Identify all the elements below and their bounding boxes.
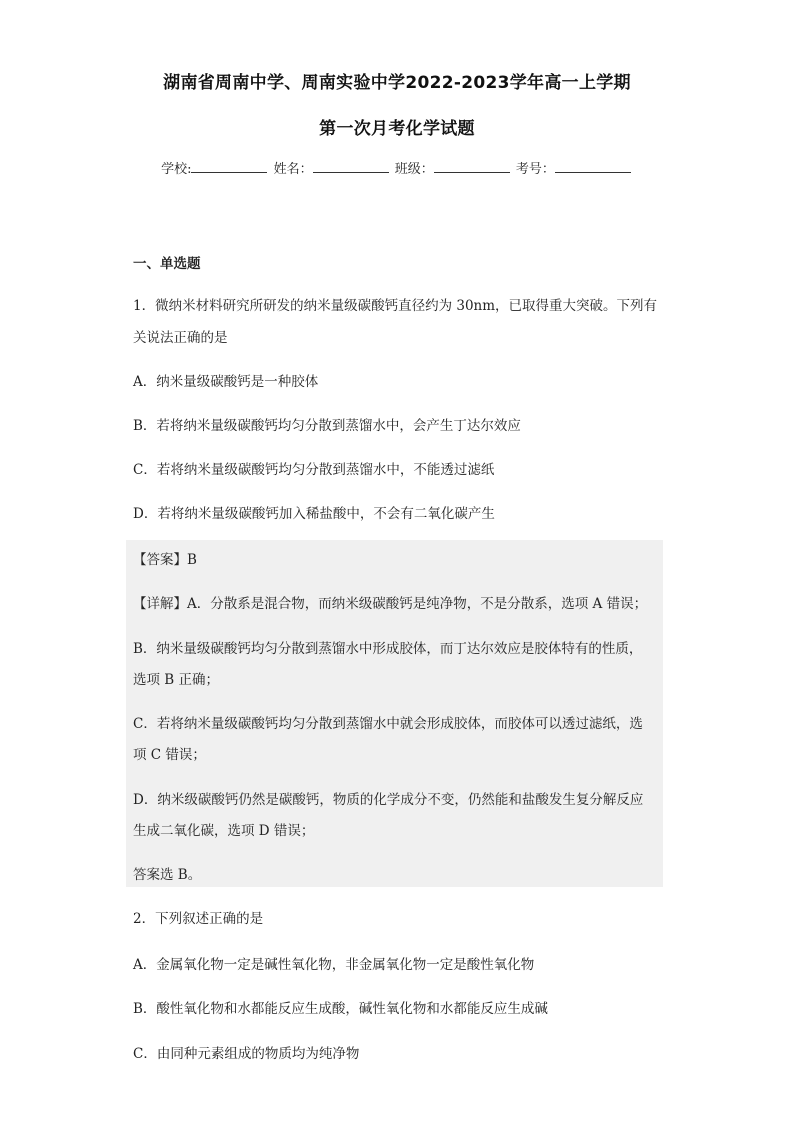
q1-explanation-line: 【详解】A．分散系是混合物，而纳米级碳酸钙是纯净物，不是分散系，选项 A 错误； bbox=[133, 596, 648, 612]
q1-explanation-line: 选项 B 正确； bbox=[133, 672, 220, 688]
q1-explanation-line: C．若将纳米量级碳酸钙均匀分散到蒸馏水中就会形成胶体，而胶体可以透过滤纸，选 bbox=[133, 716, 643, 732]
class-label: 班级： bbox=[394, 162, 434, 177]
exam-no-blank[interactable] bbox=[555, 159, 631, 173]
q2-option-a: A．金属氧化物一定是碱性氧化物，非金属氧化物一定是酸性氧化物 bbox=[133, 957, 535, 973]
q1-option-c: C．若将纳米量级碳酸钙均匀分散到蒸馏水中，不能透过滤纸 bbox=[133, 462, 495, 478]
q1-explanation-line: D．纳米级碳酸钙仍然是碳酸钙，物质的化学成分不变，仍然能和盐酸发生复分解反应 bbox=[133, 792, 644, 808]
school-label: 学校: bbox=[161, 162, 192, 177]
name-blank[interactable] bbox=[313, 159, 389, 173]
q1-stem-line1: 1．微纳米材料研究所研发的纳米量级碳酸钙直径约为 30nm，已取得重大突破。下列有 bbox=[133, 298, 658, 314]
q1-stem-line2: 关说法正确的是 bbox=[133, 330, 228, 346]
q1-option-d: D．若将纳米量级碳酸钙加入稀盐酸中，不会有二氧化碳产生 bbox=[133, 506, 495, 522]
document-title-line2: 第一次月考化学试题 bbox=[319, 119, 475, 139]
document-title-line1: 湖南省周南中学、周南实验中学2022-2023学年高一上学期 bbox=[163, 73, 631, 93]
class-blank[interactable] bbox=[434, 159, 510, 173]
q1-answer: 【答案】B bbox=[133, 552, 197, 568]
q2-option-b: B．酸性氧化物和水都能反应生成酸，碱性氧化物和水都能反应生成碱 bbox=[133, 1001, 548, 1017]
q1-option-a: A．纳米量级碳酸钙是一种胶体 bbox=[133, 374, 319, 390]
q1-explanation-line: 生成二氧化碳，选项 D 错误； bbox=[133, 823, 315, 839]
name-label: 姓名： bbox=[273, 162, 313, 177]
student-info-row bbox=[0, 158, 794, 177]
q2-stem: 2．下列叙述正确的是 bbox=[133, 911, 264, 927]
school-blank[interactable] bbox=[191, 159, 267, 173]
q1-explanation-line: B．纳米量级碳酸钙均匀分散到蒸馏水中形成胶体，而丁达尔效应是胶体特有的性质， bbox=[133, 641, 643, 657]
exam-no-label: 考号： bbox=[515, 162, 555, 177]
q1-explanation-line: 答案选 B。 bbox=[133, 867, 202, 883]
q1-explanation-line: 项 C 错误； bbox=[133, 747, 206, 763]
q2-option-c: C．由同种元素组成的物质均为纯净物 bbox=[133, 1046, 360, 1062]
section-title: 一、单选题 bbox=[133, 256, 201, 272]
q1-option-b: B．若将纳米量级碳酸钙均匀分散到蒸馏水中，会产生丁达尔效应 bbox=[133, 418, 521, 434]
